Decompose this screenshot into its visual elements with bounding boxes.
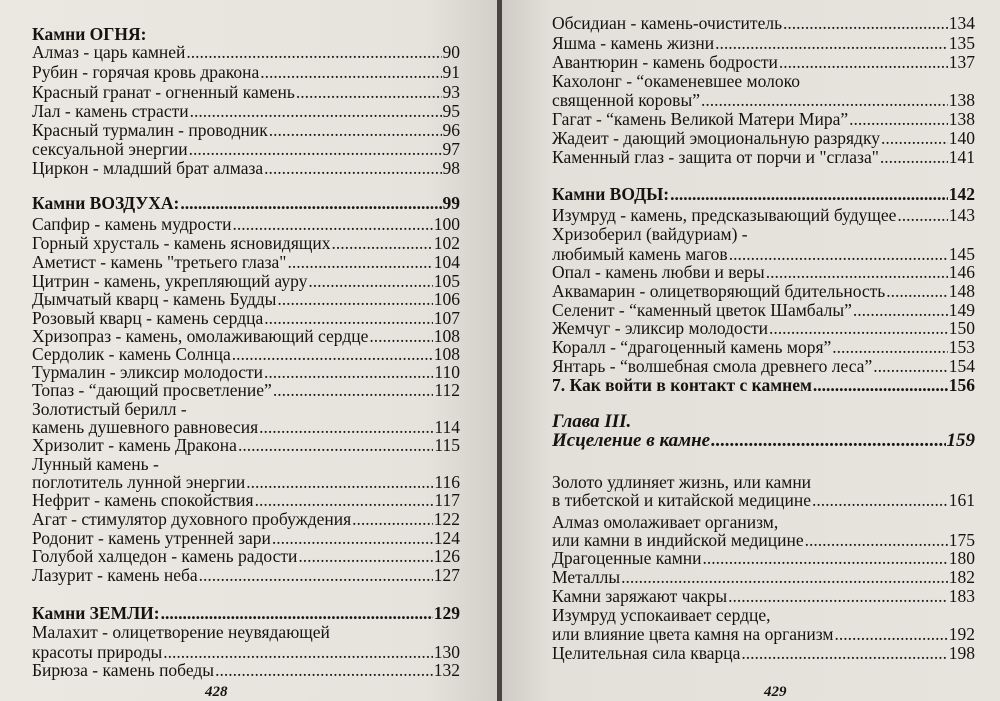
toc-entry-title: Голубой халцедон - камень радости <box>32 546 298 566</box>
toc-entry-page: 108 <box>433 326 460 346</box>
toc-entry-title: Опал - камень любви и веры <box>552 262 765 282</box>
toc-entry <box>32 472 460 492</box>
toc-entry <box>32 158 460 178</box>
toc-entry-title: Сердолик - камень Солнца <box>32 344 231 364</box>
leader-dots <box>189 139 442 159</box>
toc-entry-page: 95 <box>442 101 460 121</box>
toc-entry-page: 108 <box>433 344 460 364</box>
toc-entry <box>32 490 460 510</box>
toc-entry <box>32 435 460 455</box>
leader-dots <box>161 603 433 623</box>
toc-entry <box>32 101 460 121</box>
toc-entry-title: поглотитель лунной энергии <box>32 472 246 492</box>
toc-entry-page: 96 <box>442 120 460 140</box>
toc-entry-title: Хризолит - камень Дракона <box>32 435 237 455</box>
toc-entry-page: 156 <box>948 375 975 395</box>
leader-dots <box>264 362 433 382</box>
toc-entry-page: 104 <box>433 252 460 272</box>
leader-dots <box>813 375 948 395</box>
toc-entry-title: Хризопраз - камень, омолаживающий сердце <box>32 326 369 346</box>
leader-dots <box>260 62 441 82</box>
toc-entry-title: Алмаз - царь камней <box>32 42 186 62</box>
toc-entry-page: 91 <box>442 62 460 82</box>
toc-entry-title: Камни ВОДЫ: <box>552 184 670 204</box>
toc-entry-title: Каменный глаз - защита от порчи и "сглаза" <box>552 147 879 167</box>
toc-entry-title: Металлы <box>552 567 621 587</box>
leader-dots <box>352 509 433 529</box>
chapter-heading: Глава III. <box>552 411 632 432</box>
leader-dots <box>255 490 434 510</box>
toc-entry-title: Коралл - “драгоценный камень моря” <box>552 337 832 357</box>
toc-entry <box>552 184 975 204</box>
toc-entry-title: Аметист - камень "третьего глаза" <box>32 252 287 272</box>
toc-entry-page: 183 <box>948 586 975 606</box>
toc-entry-page: 142 <box>948 184 975 204</box>
toc-entry-page: 148 <box>948 281 975 301</box>
toc-entry-page: 145 <box>948 244 975 264</box>
toc-entry <box>552 318 975 338</box>
toc-entry-page: 175 <box>948 530 975 550</box>
toc-entry-title: Бирюза - камень победы <box>32 660 215 680</box>
leader-dots <box>729 244 948 264</box>
page-number-right: 429 <box>764 684 787 700</box>
toc-entry-page: 132 <box>433 660 460 680</box>
toc-entry-page: 116 <box>434 472 460 492</box>
toc-entry-page: 143 <box>948 205 975 225</box>
toc-entry-title: Целительная сила кварца <box>552 643 741 663</box>
toc-entry <box>32 417 460 437</box>
leader-dots <box>269 120 442 140</box>
toc-entry-page: 115 <box>434 435 460 455</box>
toc-entry <box>32 308 460 328</box>
toc-entry-title: Агат - стимулятор духовного пробуждения <box>32 509 352 529</box>
toc-entry-title: Камни ВОЗДУХА: <box>32 193 180 213</box>
toc-entry-continued: Кахолонг - “окаменевшее молоко <box>552 71 800 91</box>
toc-entry-page: 140 <box>948 128 975 148</box>
leader-dots <box>190 101 442 121</box>
toc-entry <box>32 214 460 234</box>
toc-entry <box>552 128 975 148</box>
toc-entry-page: 141 <box>948 147 975 167</box>
leader-dots <box>331 233 432 253</box>
right-page <box>502 0 1000 701</box>
toc-entry-page: 98 <box>442 158 460 178</box>
leader-dots <box>741 643 947 663</box>
leader-dots <box>834 624 947 644</box>
leader-dots <box>259 417 433 437</box>
toc-entry-title: Сапфир - камень мудрости <box>32 214 232 234</box>
toc-entry-title: Гагат - “камень Великой Матери Мира” <box>552 109 849 129</box>
leader-dots <box>215 660 433 680</box>
leader-dots <box>238 435 433 455</box>
toc-entry-page: 159 <box>946 431 975 451</box>
toc-entry-title: Рубин - горячая кровь дракона <box>32 62 260 82</box>
leader-dots <box>246 472 433 492</box>
leader-dots <box>369 326 432 346</box>
toc-entry <box>552 567 975 587</box>
toc-entry-title: или камни в индийской медицине <box>552 530 804 550</box>
leader-dots <box>199 565 433 585</box>
toc-entry-continued: Золото удлиняет жизнь, или камни <box>552 472 812 492</box>
toc-entry-page: 93 <box>442 82 460 102</box>
toc-entry-page: 112 <box>434 380 460 400</box>
toc-entry <box>552 490 975 510</box>
leader-dots <box>186 42 441 62</box>
toc-entry <box>552 281 975 301</box>
toc-entry-title: Драгоценные камни <box>552 548 702 568</box>
toc-entry-page: 138 <box>948 109 975 129</box>
leader-dots <box>715 33 948 53</box>
toc-entry-continued: Лунный камень - <box>32 454 159 474</box>
toc-entry <box>32 289 460 309</box>
toc-entry-title: Обсидиан - камень-очиститель <box>552 13 783 33</box>
leader-dots <box>805 530 948 550</box>
toc-entry <box>552 431 975 451</box>
leader-dots <box>897 205 947 225</box>
toc-entry <box>32 528 460 548</box>
toc-entry <box>32 326 460 346</box>
toc-entry <box>552 90 975 110</box>
toc-entry-page: 135 <box>948 33 975 53</box>
toc-entry-title: Исцеление в камне <box>552 431 711 451</box>
toc-entry-title: камень душевного равновесия <box>32 417 259 437</box>
toc-entry-page: 107 <box>433 308 460 328</box>
left-page <box>0 0 498 701</box>
toc-entry-page: 106 <box>433 289 460 309</box>
toc-entry <box>32 546 460 566</box>
toc-entry-page: 154 <box>948 356 975 376</box>
toc-entry-page: 138 <box>948 90 975 110</box>
leader-dots <box>812 490 948 510</box>
toc-entry <box>552 147 975 167</box>
toc-entry <box>552 643 975 663</box>
toc-entry-title: красоты природы <box>32 642 163 662</box>
toc-entry-page: 146 <box>948 262 975 282</box>
toc-entry-title: Лазурит - камень неба <box>32 565 198 585</box>
toc-entry-title: Родонит - камень утренней зари <box>32 528 271 548</box>
toc-entry <box>32 271 460 291</box>
leader-dots <box>783 13 948 33</box>
toc-entry-page: 137 <box>948 52 975 72</box>
toc-entry <box>552 109 975 129</box>
toc-entry-page: 126 <box>433 546 460 566</box>
toc-entry <box>552 262 975 282</box>
toc-entry <box>32 642 460 662</box>
toc-entry-title: Топаз - “дающий просветление” <box>32 380 272 400</box>
toc-entry-page: 149 <box>948 300 975 320</box>
toc-entry-title: Жадеит - дающий эмоциональную разрядку <box>552 128 880 148</box>
toc-entry <box>552 13 975 33</box>
toc-entry-title: Розовый кварц - камень сердца <box>32 308 264 328</box>
leader-dots <box>880 147 948 167</box>
toc-entry <box>552 530 975 550</box>
toc-entry-page: 153 <box>948 337 975 357</box>
leader-dots <box>277 289 432 309</box>
toc-entry <box>32 509 460 529</box>
toc-entry <box>32 233 460 253</box>
toc-entry <box>552 300 975 320</box>
toc-entry-title: сексуальной энергии <box>32 139 188 159</box>
toc-entry-page: 192 <box>948 624 975 644</box>
toc-entry-title: или влияние цвета камня на организм <box>552 624 834 644</box>
toc-entry <box>32 344 460 364</box>
toc-entry <box>32 42 460 62</box>
toc-entry <box>32 139 460 159</box>
toc-entry-page: 102 <box>433 233 460 253</box>
toc-entry-page: 97 <box>442 139 460 159</box>
toc-entry-page: 122 <box>433 509 460 529</box>
toc-entry <box>32 362 460 382</box>
toc-entry-title: священной коровы” <box>552 90 700 110</box>
toc-entry-continued: Малахит - олицетворение неувядающей <box>32 622 330 642</box>
toc-entry-page: 161 <box>948 490 975 510</box>
toc-entry-continued: Хризоберил (вайдуриам) - <box>552 224 748 244</box>
toc-entry-page: 99 <box>442 193 460 213</box>
leader-dots <box>711 431 945 451</box>
leader-dots <box>272 528 433 548</box>
toc-entry <box>552 375 975 395</box>
toc-entry-page: 110 <box>434 362 460 382</box>
leader-dots <box>701 90 948 110</box>
toc-entry-title: Камни ЗЕМЛИ: <box>32 603 160 623</box>
toc-entry <box>552 356 975 376</box>
toc-entry <box>32 380 460 400</box>
toc-entry <box>32 660 460 680</box>
leader-dots <box>621 567 948 587</box>
toc-entry-title: Жемчуг - эликсир молодости <box>552 318 768 338</box>
toc-entry-title: Изумруд - камень, предсказывающий будущее <box>552 205 897 225</box>
toc-entry-title: 7. Как войти в контакт с камнем <box>552 375 812 395</box>
toc-entry-title: Нефрит - камень спокойствия <box>32 490 254 510</box>
toc-entry <box>32 62 460 82</box>
toc-entry-page: 134 <box>948 13 975 33</box>
toc-entry <box>552 244 975 264</box>
toc-entry-page: 198 <box>948 643 975 663</box>
toc-entry <box>32 565 460 585</box>
toc-entry-continued: Камни ОГНЯ: <box>32 24 147 44</box>
leader-dots <box>849 109 948 129</box>
toc-entry-page: 180 <box>948 548 975 568</box>
toc-entry-page: 90 <box>442 42 460 62</box>
page-number-left: 428 <box>205 684 228 700</box>
leader-dots <box>766 262 948 282</box>
toc-entry <box>552 586 975 606</box>
toc-entry-continued: Золотистый берилл - <box>32 399 187 419</box>
toc-entry <box>552 33 975 53</box>
leader-dots <box>769 318 948 338</box>
leader-dots <box>886 281 947 301</box>
toc-entry-continued: Алмаз омолаживает организм, <box>552 512 779 532</box>
leader-dots <box>881 128 948 148</box>
toc-entry-title: Янтарь - “волшебная смола древнего леса” <box>552 356 873 376</box>
toc-entry-page: 130 <box>433 642 460 662</box>
toc-entry <box>552 52 975 72</box>
leader-dots <box>233 214 433 234</box>
toc-entry-title: Турмалин - эликсир молодости <box>32 362 264 382</box>
toc-entry-title: Селенит - “каменный цветок Шамбалы” <box>552 300 852 320</box>
toc-entry-title: Красный турмалин - проводник <box>32 120 268 140</box>
leader-dots <box>832 337 947 357</box>
leader-dots <box>287 252 432 272</box>
toc-entry-title: Лал - камень страсти <box>32 101 189 121</box>
leader-dots <box>670 184 948 204</box>
leader-dots <box>728 586 948 606</box>
toc-entry <box>32 603 460 623</box>
toc-entry-title: Цитрин - камень, укрепляющий ауру <box>32 271 308 291</box>
toc-entry-page: 127 <box>433 565 460 585</box>
toc-entry-title: в тибетской и китайской медицине <box>552 490 812 510</box>
toc-entry-title: Аквамарин - олицетворяющий бдительность <box>552 281 886 301</box>
leader-dots <box>308 271 432 291</box>
leader-dots <box>703 548 948 568</box>
toc-entry-page: 129 <box>433 603 460 623</box>
leader-dots <box>296 82 442 102</box>
toc-entry-title: Красный гранат - огненный камень <box>32 82 295 102</box>
toc-entry-page: 124 <box>433 528 460 548</box>
leader-dots <box>298 546 432 566</box>
leader-dots <box>163 642 433 662</box>
leader-dots <box>779 52 948 72</box>
toc-entry-page: 114 <box>434 417 460 437</box>
toc-entry <box>552 624 975 644</box>
leader-dots <box>264 158 441 178</box>
toc-entry-page: 105 <box>433 271 460 291</box>
leader-dots <box>273 380 434 400</box>
leader-dots <box>180 193 441 213</box>
toc-entry <box>32 120 460 140</box>
toc-entry <box>32 193 460 213</box>
toc-entry <box>32 82 460 102</box>
toc-entry-page: 100 <box>433 214 460 234</box>
toc-entry-title: любимый камень магов <box>552 244 728 264</box>
toc-entry-title: Авантюрин - камень бодрости <box>552 52 778 72</box>
toc-entry <box>552 548 975 568</box>
toc-entry-page: 182 <box>948 567 975 587</box>
leader-dots <box>853 300 948 320</box>
toc-entry-title: Дымчатый кварц - камень Будды <box>32 289 277 309</box>
toc-entry <box>552 205 975 225</box>
toc-entry-title: Циркон - младший брат алмаза <box>32 158 264 178</box>
toc-entry-title: Горный хрусталь - камень ясновидящих <box>32 233 331 253</box>
leader-dots <box>873 356 948 376</box>
leader-dots <box>232 344 433 364</box>
toc-entry-title: Камни заряжают чакры <box>552 586 728 606</box>
toc-entry <box>32 252 460 272</box>
leader-dots <box>264 308 433 328</box>
toc-entry-page: 117 <box>434 490 460 510</box>
toc-entry-continued: Изумруд успокаивает сердце, <box>552 605 771 625</box>
toc-entry-page: 150 <box>948 318 975 338</box>
toc-entry-title: Яшма - камень жизни <box>552 33 715 53</box>
toc-entry <box>552 337 975 357</box>
